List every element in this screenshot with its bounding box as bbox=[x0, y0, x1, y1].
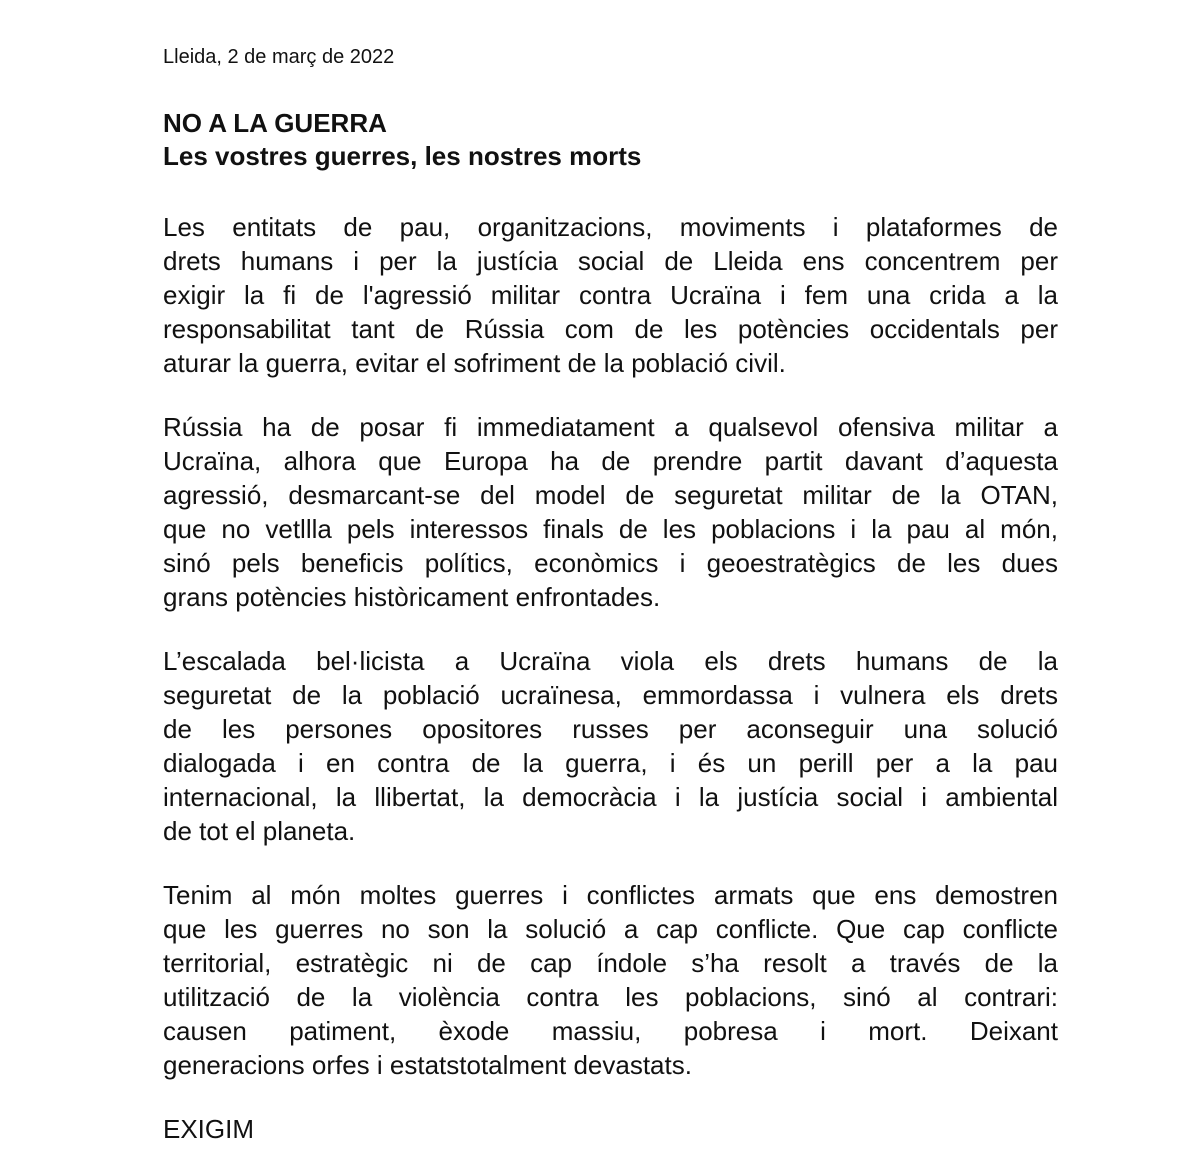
paragraph-line: grans potències històricament enfrontades. bbox=[163, 582, 661, 612]
dateline: Lleida, 2 de març de 2022 bbox=[163, 46, 395, 68]
paragraph bbox=[163, 878, 1058, 1082]
paragraph-line: seguretat de la població ucraïnesa, emmordassa i vulnera els drets bbox=[163, 680, 1058, 710]
paragraph bbox=[163, 210, 1058, 380]
paragraph-line: Rússia ha de posar fi immediatament a qualsevol ofensiva militar a bbox=[163, 412, 1058, 442]
paragraph-line: drets humans i per la justícia social de Lleida ens concentrem per bbox=[163, 246, 1058, 276]
paragraph-line: Les entitats de pau, organitzacions, moviments i plataformes de bbox=[163, 212, 1058, 242]
paragraph-line: territorial, estratègic ni de cap índole s’ha resolt a través de la bbox=[163, 948, 1058, 978]
paragraph-line: utilització de la violència contra les poblacions, sinó al contrari: bbox=[163, 982, 1058, 1012]
paragraph-line: causen patiment, èxode massiu, pobresa i mort. Deixant bbox=[163, 1016, 1058, 1046]
paragraph-line: L’escalada bel·licista a Ucraïna viola els drets humans de la bbox=[163, 646, 1058, 676]
paragraph bbox=[163, 644, 1058, 848]
paragraph-line: responsabilitat tant de Rússia com de les potències occidentals per bbox=[163, 314, 1058, 344]
paragraph-line: que les guerres no son la solució a cap conflicte. Que cap conflicte bbox=[163, 914, 1058, 944]
paragraph-line: Ucraïna, alhora que Europa ha de prendre partit davant d’aquesta bbox=[163, 446, 1058, 476]
document-content bbox=[163, 44, 1058, 1146]
paragraph-line: generacions orfes i estatstotalment devastats. bbox=[163, 1050, 692, 1080]
paragraph-line: dialogada i en contra de la guerra, i és un perill per a la pau bbox=[163, 748, 1058, 778]
paragraph-line: de tot el planeta. bbox=[163, 816, 356, 846]
paragraph-line: Tenim al món moltes guerres i conflictes armats que ens demostren bbox=[163, 880, 1058, 910]
paragraph-line: que no vetllla pels interessos finals de les poblacions i la pau al món, bbox=[163, 514, 1058, 544]
paragraph-line: sinó pels beneficis polítics, econòmics i geoestratègics de les dues bbox=[163, 548, 1058, 578]
paragraphs bbox=[163, 210, 1058, 1082]
closing-word: EXIGIM bbox=[163, 1114, 255, 1144]
paragraph-line: exigir la fi de l'agressió militar contra Ucraïna i fem una crida a la bbox=[163, 280, 1058, 310]
title-block bbox=[163, 107, 1058, 173]
paragraph-line: aturar la guerra, evitar el sofriment de la població civil. bbox=[163, 348, 786, 378]
paragraph bbox=[163, 410, 1058, 614]
paragraph-line: internacional, la llibertat, la democràcia i la justícia social i ambiental bbox=[163, 782, 1058, 812]
document-subtitle: Les vostres guerres, les nostres morts bbox=[163, 141, 642, 171]
paragraph-line: agressió, desmarcant-se del model de seguretat militar de la OTAN, bbox=[163, 480, 1058, 510]
document-title: NO A LA GUERRA bbox=[163, 108, 387, 138]
paragraph-line: de les persones opositores russes per aconseguir una solució bbox=[163, 714, 1058, 744]
